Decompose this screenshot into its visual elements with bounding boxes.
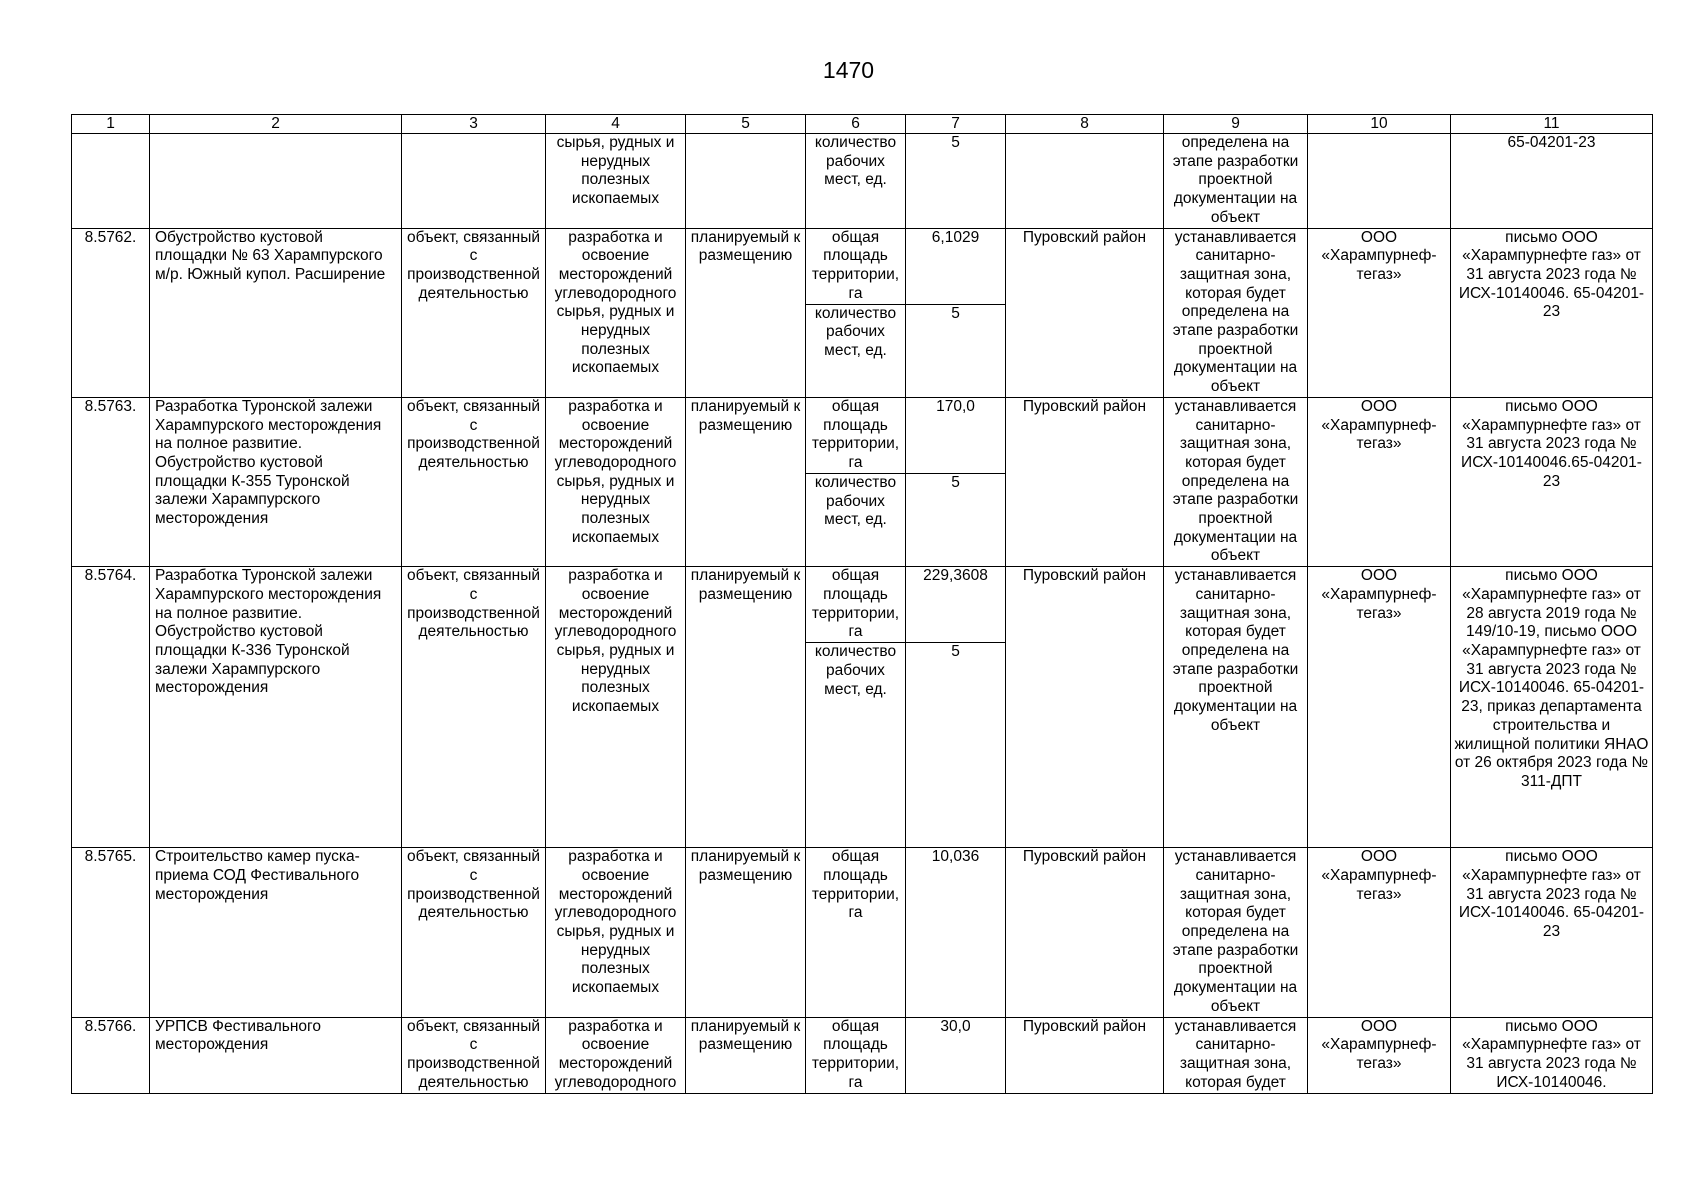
cell-doc: письмо ООО «Харампурнефте газ» от 28 августа 2019 года № 149/10-19, письмо ООО «Харампурнефте газ» от 31 августа 2023 года № ИСХ-10140046. 65-04201-23, приказ департамента строительства и жилищной политики ЯНАО от 26 октября 2023 года № 311-ДПТ	[1451, 567, 1653, 848]
table-row	[72, 848, 1653, 1017]
cell-param: общая площадь территории, га	[806, 1017, 906, 1093]
cell-district	[1006, 134, 1164, 229]
cell-org: ООО «Харампурнеф-тегаз»	[1308, 1017, 1451, 1093]
header-cell: 7	[906, 115, 1006, 134]
cell-status: планируемый к размещению	[686, 1017, 806, 1093]
cell-doc: 65-04201-23	[1451, 134, 1653, 229]
cell-purpose: разработка и освоение месторождений углеводородного сырья, рудных и нерудных полезных ископаемых	[546, 848, 686, 1017]
cell-type	[402, 134, 546, 229]
cell-value: 5	[906, 134, 1006, 229]
cell-type: объект, связанный с производственной деятельностью	[402, 1017, 546, 1093]
cell-org	[1308, 134, 1451, 229]
cell-value: 170,0	[906, 397, 1006, 473]
header-cell: 8	[1006, 115, 1164, 134]
cell-value: 5	[906, 304, 1006, 397]
cell-district: Пуровский район	[1006, 567, 1164, 848]
cell-type: объект, связанный с производственной деятельностью	[402, 848, 546, 1017]
cell-org: ООО «Харампурнеф-тегаз»	[1308, 567, 1451, 848]
header-cell: 3	[402, 115, 546, 134]
cell-district: Пуровский район	[1006, 1017, 1164, 1093]
table-row	[72, 1017, 1653, 1093]
cell-zone: устанавливается санитарно-защитная зона, которая будет определена на этапе разработки проектной документации на объект	[1164, 228, 1308, 397]
cell-name: Разработка Туронской залежи Харампурского месторождения на полное развитие. Обустройство кустовой площадки К-355 Туронской залежи Харампурского месторождения	[150, 397, 402, 566]
cell-param: общая площадь территории, га	[806, 397, 906, 473]
cell-doc: письмо ООО «Харампурнефте газ» от 31 августа 2023 года № ИСХ-10140046.	[1451, 1017, 1653, 1093]
cell-num: 8.5764.	[72, 567, 150, 848]
cell-purpose: разработка и освоение месторождений углеводородного сырья, рудных и нерудных полезных ископаемых	[546, 567, 686, 848]
cell-status	[686, 134, 806, 229]
cell-value: 5	[906, 473, 1006, 566]
header-cell: 2	[150, 115, 402, 134]
cell-param: общая площадь территории, га	[806, 848, 906, 1017]
cell-param: количество рабочих мест, ед.	[806, 643, 906, 848]
cell-param: общая площадь территории, га	[806, 567, 906, 643]
cell-status: планируемый к размещению	[686, 848, 806, 1017]
cell-param: количество рабочих мест, ед.	[806, 304, 906, 397]
objects-table	[71, 114, 1653, 1094]
cell-zone: определена на этапе разработки проектной документации на объект	[1164, 134, 1308, 229]
cell-status: планируемый к размещению	[686, 397, 806, 566]
cell-num	[72, 134, 150, 229]
header-cell: 5	[686, 115, 806, 134]
cell-num: 8.5765.	[72, 848, 150, 1017]
header-cell: 10	[1308, 115, 1451, 134]
cell-district: Пуровский район	[1006, 228, 1164, 397]
header-cell: 9	[1164, 115, 1308, 134]
cell-zone: устанавливается санитарно-защитная зона, которая будет	[1164, 1017, 1308, 1093]
cell-doc: письмо ООО «Харампурнефте газ» от 31 августа 2023 года № ИСХ-10140046. 65-04201-23	[1451, 228, 1653, 397]
cell-org: ООО «Харампурнеф-тегаз»	[1308, 228, 1451, 397]
cell-org: ООО «Харампурнеф-тегаз»	[1308, 848, 1451, 1017]
cell-value: 10,036	[906, 848, 1006, 1017]
header-cell: 11	[1451, 115, 1653, 134]
header-cell: 1	[72, 115, 150, 134]
cell-param: количество рабочих мест, ед.	[806, 134, 906, 229]
cell-org: ООО «Харампурнеф-тегаз»	[1308, 397, 1451, 566]
cell-type: объект, связанный с производственной деятельностью	[402, 228, 546, 397]
cell-param: общая площадь территории, га	[806, 228, 906, 304]
cell-purpose: разработка и освоение месторождений углеводородного	[546, 1017, 686, 1093]
cell-zone: устанавливается санитарно-защитная зона, которая будет определена на этапе разработки проектной документации на объект	[1164, 397, 1308, 566]
cell-value: 6,1029	[906, 228, 1006, 304]
header-cell: 4	[546, 115, 686, 134]
header-row	[72, 115, 1653, 134]
cell-district: Пуровский район	[1006, 397, 1164, 566]
cell-value: 229,3608	[906, 567, 1006, 643]
cell-type: объект, связанный с производственной деятельностью	[402, 567, 546, 848]
cell-doc: письмо ООО «Харампурнефте газ» от 31 августа 2023 года № ИСХ-10140046. 65-04201-23	[1451, 848, 1653, 1017]
continuation-row	[72, 134, 1653, 229]
cell-purpose: разработка и освоение месторождений углеводородного сырья, рудных и нерудных полезных ископаемых	[546, 228, 686, 397]
cell-purpose: сырья, рудных и нерудных полезных ископаемых	[546, 134, 686, 229]
cell-status: планируемый к размещению	[686, 567, 806, 848]
cell-value: 5	[906, 643, 1006, 848]
table-row	[72, 228, 1653, 304]
cell-num: 8.5762.	[72, 228, 150, 397]
cell-name: Разработка Туронской залежи Харампурского месторождения на полное развитие. Обустройство кустовой площадки К-336 Туронской залежи Харампурского месторождения	[150, 567, 402, 848]
header-cell: 6	[806, 115, 906, 134]
cell-purpose: разработка и освоение месторождений углеводородного сырья, рудных и нерудных полезных ископаемых	[546, 397, 686, 566]
cell-name: Обустройство кустовой площадки № 63 Харампурского м/р. Южный купол. Расширение	[150, 228, 402, 397]
cell-status: планируемый к размещению	[686, 228, 806, 397]
cell-num: 8.5766.	[72, 1017, 150, 1093]
cell-name: Строительство камер пуска-приема СОД Фестивального месторождения	[150, 848, 402, 1017]
cell-name	[150, 134, 402, 229]
cell-zone: устанавливается санитарно-защитная зона, которая будет определена на этапе разработки проектной документации на объект	[1164, 567, 1308, 848]
cell-zone: устанавливается санитарно-защитная зона, которая будет определена на этапе разработки проектной документации на объект	[1164, 848, 1308, 1017]
cell-param: количество рабочих мест, ед.	[806, 473, 906, 566]
page-number: 1470	[822, 57, 875, 83]
cell-name: УРПСВ Фестивального месторождения	[150, 1017, 402, 1093]
cell-district: Пуровский район	[1006, 848, 1164, 1017]
table-row	[72, 567, 1653, 643]
cell-value: 30,0	[906, 1017, 1006, 1093]
cell-type: объект, связанный с производственной деятельностью	[402, 397, 546, 566]
table-row	[72, 397, 1653, 473]
cell-doc: письмо ООО «Харампурнефте газ» от 31 августа 2023 года № ИСХ-10140046.65-04201-23	[1451, 397, 1653, 566]
cell-num: 8.5763.	[72, 397, 150, 566]
